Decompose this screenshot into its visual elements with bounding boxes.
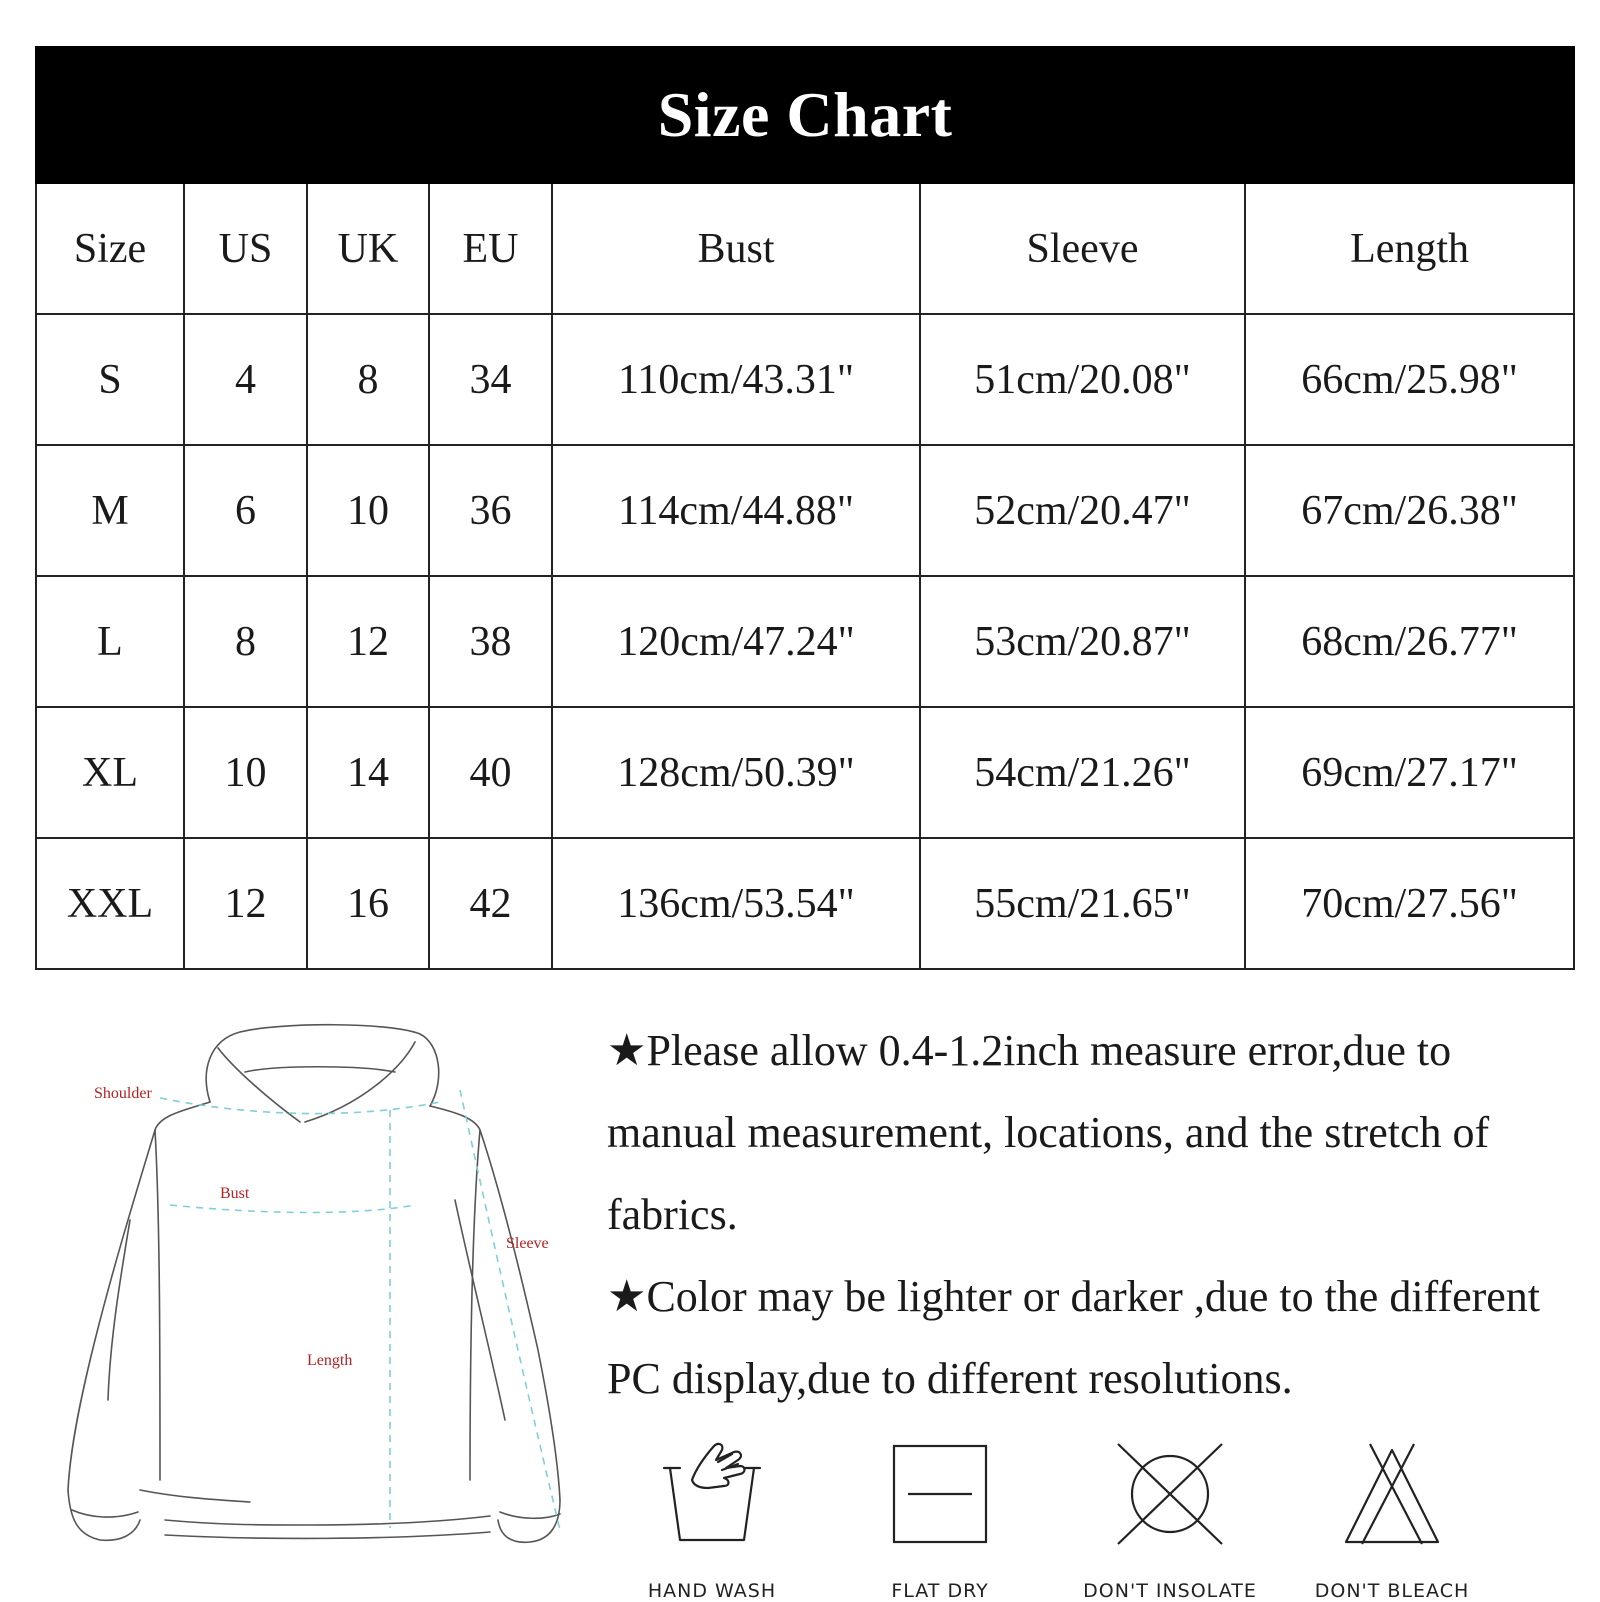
bust-guide — [170, 1205, 415, 1213]
table-cell-us: 6 — [184, 445, 307, 576]
table-cell-length: 70cm/27.56" — [1245, 838, 1574, 969]
table-body — [36, 314, 1574, 969]
dont-bleach-label: DON'T BLEACH — [1314, 1580, 1470, 1602]
table-header-row — [36, 183, 1574, 314]
table-row — [36, 314, 1574, 445]
dont-bleach-icon — [1332, 1440, 1452, 1550]
table-cell-length: 67cm/26.38" — [1245, 445, 1574, 576]
table-cell-eu: 38 — [429, 576, 552, 707]
size-chart-table — [35, 46, 1575, 970]
table-cell-size: M — [36, 445, 184, 576]
size-chart-title: Size Chart — [36, 47, 1574, 183]
hand-wash-icon — [652, 1440, 772, 1550]
flat-dry-label: FLAT DRY — [891, 1580, 989, 1602]
table-cell-us: 8 — [184, 576, 307, 707]
table-cell-us: 4 — [184, 314, 307, 445]
hoodie-outline-icon — [60, 1020, 600, 1570]
table-cell-uk: 14 — [307, 707, 429, 838]
sleeve-label: Sleeve — [506, 1235, 549, 1252]
table-cell-sleeve: 52cm/20.47" — [920, 445, 1245, 576]
table-cell-bust: 136cm/53.54" — [552, 838, 920, 969]
table-cell-sleeve: 53cm/20.87" — [920, 576, 1245, 707]
column-header-sleeve: Sleeve — [920, 183, 1245, 314]
table-cell-size: S — [36, 314, 184, 445]
table-cell-eu: 42 — [429, 838, 552, 969]
table-row — [36, 707, 1574, 838]
table-cell-length: 68cm/26.77" — [1245, 576, 1574, 707]
care-hand-wash — [612, 1440, 812, 1602]
care-dont-bleach — [1292, 1440, 1492, 1602]
column-header-bust: Bust — [552, 183, 920, 314]
table-cell-eu: 36 — [429, 445, 552, 576]
note-color-variance: ★Color may be lighter or darker ,due to the different PC display,due to different resolutions. — [607, 1272, 1541, 1403]
table-cell-sleeve: 54cm/21.26" — [920, 707, 1245, 838]
table-cell-eu: 40 — [429, 707, 552, 838]
column-header-length: Length — [1245, 183, 1574, 314]
notes-block — [607, 1010, 1582, 1420]
table-cell-size: XL — [36, 707, 184, 838]
table-cell-bust: 128cm/50.39" — [552, 707, 920, 838]
table-cell-sleeve: 55cm/21.65" — [920, 838, 1245, 969]
table-cell-sleeve: 51cm/20.08" — [920, 314, 1245, 445]
column-header-uk: UK — [307, 183, 429, 314]
table-cell-eu: 34 — [429, 314, 552, 445]
note-measure-error: ★Please allow 0.4-1.2inch measure error,due to manual measurement, locations, and the stretch of fabrics. — [607, 1026, 1490, 1239]
shoulder-label: Shoulder — [94, 1085, 152, 1102]
table-cell-bust: 120cm/47.24" — [552, 576, 920, 707]
flat-dry-icon — [880, 1440, 1000, 1550]
table-cell-us: 12 — [184, 838, 307, 969]
dont-insolate-icon — [1110, 1440, 1230, 1550]
table-cell-bust: 110cm/43.31" — [552, 314, 920, 445]
bust-label: Bust — [220, 1185, 250, 1202]
table-cell-uk: 12 — [307, 576, 429, 707]
length-label: Length — [307, 1352, 353, 1369]
table-row — [36, 576, 1574, 707]
dont-insolate-label: DON'T INSOLATE — [1083, 1580, 1257, 1602]
column-header-us: US — [184, 183, 307, 314]
hand-wash-label: HAND WASH — [647, 1580, 777, 1602]
shoulder-guide — [160, 1098, 440, 1114]
table-row — [36, 838, 1574, 969]
table-cell-uk: 16 — [307, 838, 429, 969]
table-cell-bust: 114cm/44.88" — [552, 445, 920, 576]
column-header-eu: EU — [429, 183, 552, 314]
table-cell-uk: 10 — [307, 445, 429, 576]
sleeve-guide — [460, 1090, 560, 1530]
table-cell-length: 69cm/27.17" — [1245, 707, 1574, 838]
table-row — [36, 445, 1574, 576]
table-cell-size: XXL — [36, 838, 184, 969]
care-flat-dry — [840, 1440, 1040, 1602]
column-header-size: Size — [36, 183, 184, 314]
table-cell-length: 66cm/25.98" — [1245, 314, 1574, 445]
hoodie-measurement-diagram — [60, 1020, 600, 1570]
table-cell-size: L — [36, 576, 184, 707]
table-cell-us: 10 — [184, 707, 307, 838]
table-cell-uk: 8 — [307, 314, 429, 445]
care-dont-insolate — [1070, 1440, 1270, 1602]
